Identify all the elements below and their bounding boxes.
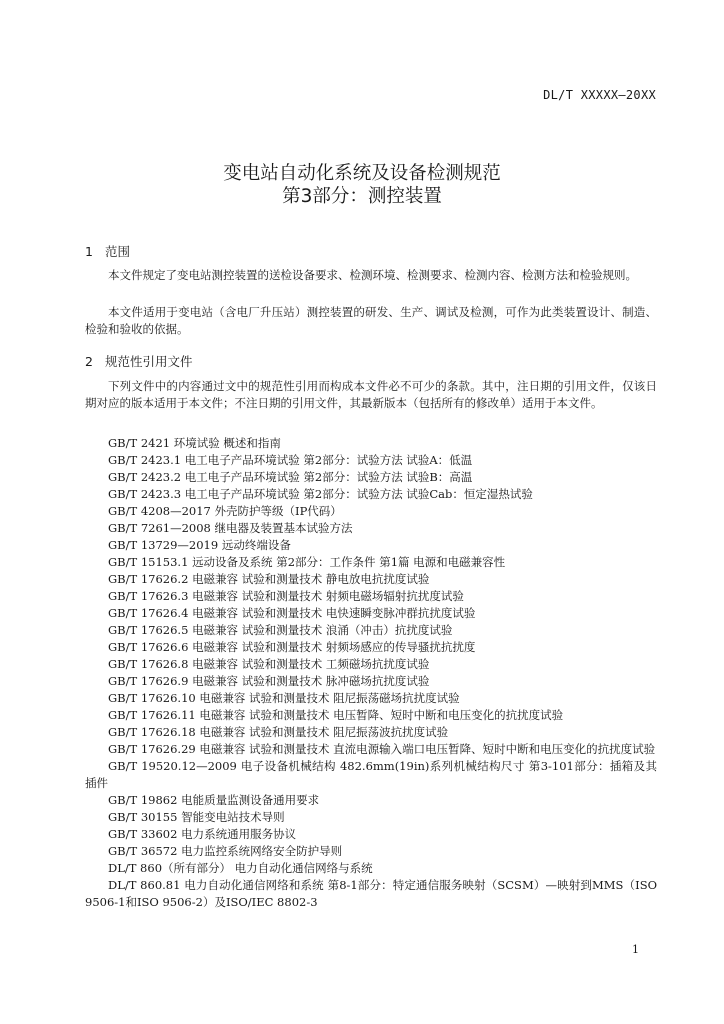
reference-code: GB/T 17626.8 (108, 657, 189, 671)
reference-code: GB/T 15153.1 (108, 555, 189, 569)
scope-paragraph-2: 本文件适用于变电站（含电厂升压站）测控装置的研发、生产、调试及检测，可作为此类装置设计、制造、检验和验收的依据。 (85, 305, 657, 337)
reference-code: GB/T 36572 (108, 844, 178, 858)
reference-title: 电力系统通用服务协议 (181, 827, 297, 841)
reference-item (85, 877, 657, 911)
reference-title: 继电器及装置基本试验方法 (214, 521, 353, 535)
references-intro-paragraph: 下列文件中的内容通过文中的规范性引用而构成本文件必不可少的条款。其中，注日期的引用文件，仅该日期对应的版本适用于本文件；不注日期的引用文件，其最新版本（包括所有的修改单）适用于本文件。 (85, 379, 657, 411)
reference-item (85, 571, 657, 588)
section-number: 1 (85, 244, 93, 259)
reference-title: 电子设备机械结构 482.6mm(19in)系列机械结构尺寸 第3-101部分：插箱及其插件 (85, 759, 658, 790)
reference-code: GB/T 17626.10 (108, 691, 196, 705)
reference-title: 电磁兼容 试验和测量技术 工频磁场抗扰度试验 (192, 657, 430, 671)
reference-title: 电磁兼容 试验和测量技术 阻尼振荡磁场抗扰度试验 (199, 691, 460, 705)
reference-code: GB/T 2423.2 (108, 470, 182, 484)
reference-title: 电磁兼容 试验和测量技术 射频电磁场辐射抗扰度试验 (192, 589, 464, 603)
reference-title: 电磁兼容 试验和测量技术 脉冲磁场抗扰度试验 (192, 674, 430, 688)
reference-title: 电磁兼容 试验和测量技术 射频场感应的传导骚扰抗扰度 (192, 640, 476, 654)
reference-item (85, 435, 657, 452)
reference-code: GB/T 13729—2019 (108, 538, 219, 552)
reference-code: GB/T 17626.9 (108, 674, 189, 688)
reference-code: GB/T 17626.2 (108, 572, 189, 586)
reference-item (85, 792, 657, 809)
reference-item (85, 605, 657, 622)
reference-item (85, 758, 657, 792)
reference-code: GB/T 17626.5 (108, 623, 189, 637)
reference-code: GB/T 30155 (108, 810, 178, 824)
reference-title: 电工电子产品环境试验 第2部分：试验方法 试验Cab：恒定湿热试验 (184, 487, 533, 501)
reference-title: 电工电子产品环境试验 第2部分：试验方法 试验A：低温 (184, 453, 473, 467)
reference-code: GB/T 17626.3 (108, 589, 189, 603)
document-subtitle: 第3部分：测控装置 (282, 186, 442, 207)
reference-title: 电能质量监测设备通用要求 (181, 793, 320, 807)
reference-title: 电力监控系统网络安全防护导则 (181, 844, 343, 858)
reference-item (85, 860, 657, 877)
scope-paragraph-1: 本文件规定了变电站测控装置的送检设备要求、检测环境、检测要求、检测内容、检测方法和检验规则。 (108, 268, 637, 282)
document-title: 变电站自动化系统及设备检测规范 (223, 163, 501, 184)
reference-title: 智能变电站技术导则 (181, 810, 285, 824)
reference-code: GB/T 17626.6 (108, 640, 189, 654)
reference-title: 外壳防护等级（IP代码） (214, 504, 342, 518)
reference-item (85, 707, 657, 724)
reference-item (85, 554, 657, 571)
section-number: 2 (85, 354, 93, 369)
reference-code: GB/T 2423.3 (108, 487, 182, 501)
reference-item (85, 826, 657, 843)
reference-item (85, 537, 657, 554)
reference-title: 远动终端设备 (221, 538, 291, 552)
reference-code: GB/T 2421 (108, 436, 171, 450)
section-title: 范围 (105, 244, 131, 259)
reference-item (85, 622, 657, 639)
reference-code: GB/T 33602 (108, 827, 178, 841)
reference-title: 电磁兼容 试验和测量技术 浪涌（冲击）抗扰度试验 (192, 623, 453, 637)
reference-item (85, 503, 657, 520)
reference-item (85, 520, 657, 537)
section-2-heading (85, 352, 193, 370)
reference-item (85, 741, 657, 758)
reference-title: 远动设备及系统 第2部分：工作条件 第1篇 电源和电磁兼容性 (192, 555, 506, 569)
reference-code: GB/T 17626.4 (108, 606, 189, 620)
reference-title: 电磁兼容 试验和测量技术 静电放电抗扰度试验 (192, 572, 430, 586)
reference-code: GB/T 17626.11 (108, 708, 196, 722)
reference-item (85, 588, 657, 605)
reference-title: 电力自动化通信网络和系统 第8-1部分：特定通信服务映射（SCSM）—映射到MMS（ISO 9506-1和ISO 9506-2）及ISO/IEC 8802-3 (85, 878, 658, 909)
reference-title: 电磁兼容 试验和测量技术 电快速瞬变脉冲群抗扰度试验 (192, 606, 476, 620)
reference-item (85, 673, 657, 690)
reference-code: GB/T 17626.29 (108, 742, 196, 756)
reference-item (85, 639, 657, 656)
reference-item (85, 486, 657, 503)
reference-code: GB/T 2423.1 (108, 453, 182, 467)
reference-title: 电磁兼容 试验和测量技术 电压暂降、短时中断和电压变化的抗扰度试验 (199, 708, 564, 722)
reference-code: DL/T 860.81 (108, 878, 181, 892)
reference-item (85, 690, 657, 707)
reference-code: GB/T 19862 (108, 793, 178, 807)
section-title: 规范性引用文件 (105, 354, 193, 369)
reference-title: 电磁兼容 试验和测量技术 阻尼振荡波抗扰度试验 (199, 725, 449, 739)
reference-code: GB/T 7261—2008 (108, 521, 211, 535)
reference-item (85, 724, 657, 741)
document-code: DL/T XXXXX—20XX (543, 88, 656, 102)
reference-title: 电磁兼容 试验和测量技术 直流电源输入端口电压暂降、短时中断和电压变化的抗扰度试验 (199, 742, 656, 756)
reference-title: 电力自动化通信网络与系统 (234, 861, 373, 875)
page-number: 1 (632, 943, 639, 956)
reference-item (85, 469, 657, 486)
reference-code: DL/T 860（所有部分） (108, 861, 232, 875)
reference-code: GB/T 19520.12—2009 (108, 759, 237, 773)
section-1-heading (85, 242, 130, 260)
reference-code: GB/T 17626.18 (108, 725, 196, 739)
reference-item (85, 656, 657, 673)
reference-item (85, 452, 657, 469)
reference-item (85, 843, 657, 860)
reference-item (85, 809, 657, 826)
reference-list (85, 435, 657, 911)
reference-title: 环境试验 概述和指南 (173, 436, 281, 450)
reference-title: 电工电子产品环境试验 第2部分：试验方法 试验B：高温 (184, 470, 473, 484)
reference-code: GB/T 4208—2017 (108, 504, 211, 518)
